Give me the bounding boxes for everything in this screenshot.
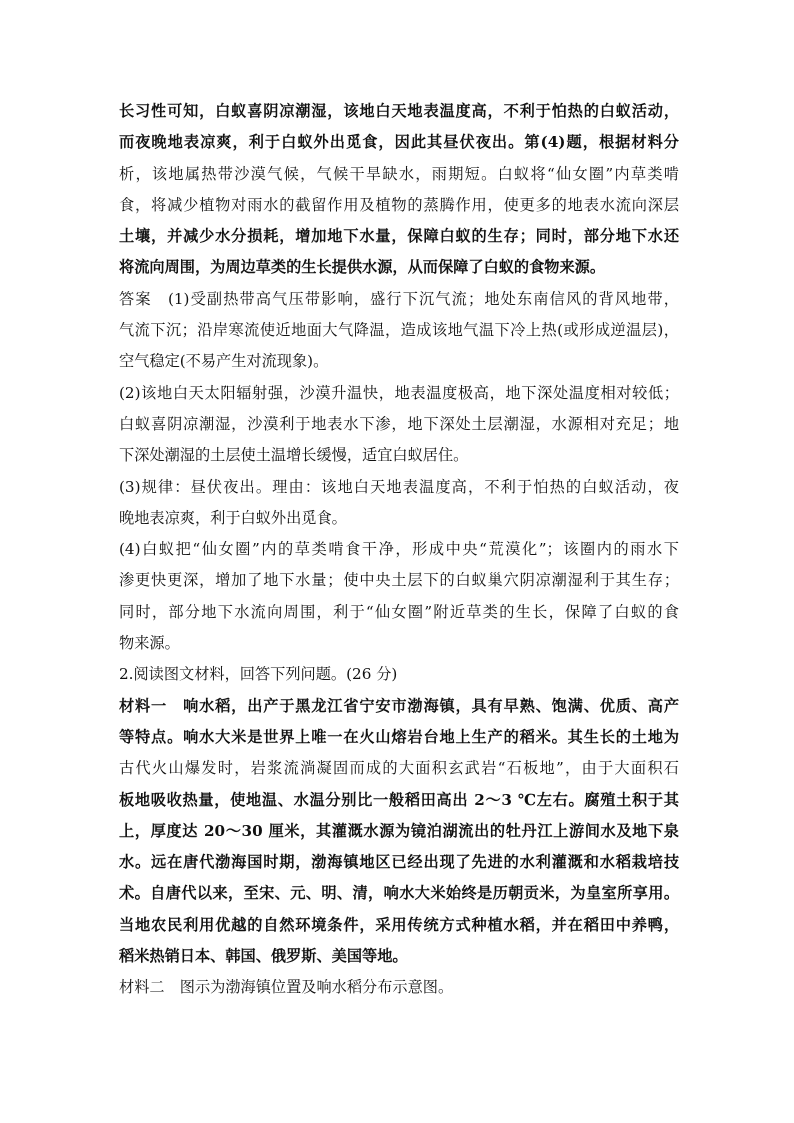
- answer-line: 物来源。: [119, 634, 180, 653]
- material-line: 当地农民利用优越的自然环境条件，采用传统方式种植水稻，并在稻田中养鸭，: [119, 915, 679, 934]
- material-line: 术。自唐代以来，至宋、元、明、清，响水大米始终是历朝贡米，为皇室所享用。: [119, 884, 679, 903]
- material-line: 材料一 响水稻，出产于黑龙江省宁安市渤海镇，具有早熟、饱满、优质、高产: [119, 696, 679, 715]
- explanation-line: 将流向周围，为周边草类的生长提供水源，从而保障了白蚁的食物来源。: [119, 258, 605, 277]
- answer-line: 白蚁喜阴凉潮湿，沙漠利于地表水下渗，地下深处土层潮湿，水源相对充足；地: [119, 414, 679, 433]
- answer-line: 空气稳定(不易产生对流现象)。: [119, 352, 329, 371]
- explanation-line: 析，该地属热带沙漠气候，气候干旱缺水，雨期短。白蚁将“仙女圈”内草类啃: [119, 164, 679, 183]
- explanation-line: 土壤，并减少水分损耗，增加地下水量，保障白蚁的生存；同时，部分地下水还: [119, 227, 679, 246]
- explanation-section: [119, 96, 679, 284]
- answer-line: 同时，部分地下水流向周围，利于“仙女圈”附近草类的生长，保障了白蚁的食: [119, 602, 679, 621]
- explanation-line: 长习性可知，白蚁喜阴凉潮湿，该地白天地表温度高，不利于怕热的白蚁活动，: [119, 102, 679, 120]
- material-line: 古代火山爆发时，岩浆流淌凝固而成的大面积玄武岩“石板地”，由于大面积石: [119, 759, 679, 778]
- answer-line: (3)规律：昼伏夜出。理由：该地白天地表温度高，不利于怕热的白蚁活动，夜: [119, 477, 679, 496]
- answer-line: 下深处潮湿的土层使土温增长缓慢，适宜白蚁居住。: [119, 446, 469, 465]
- question-heading: 2.阅读图文材料，回答下列问题。(26 分): [119, 665, 398, 684]
- document-page: [119, 96, 679, 1004]
- explanation-line: 食，将减少植物对雨水的截留作用及植物的蒸腾作用，使更多的地表水流向深层: [119, 195, 679, 214]
- answer-line: 气流下沉；沿岸寒流使近地面大气降温，造成该地气温下冷上热(或形成逆温层)，: [119, 321, 679, 340]
- material-line: 材料二 图示为渤海镇位置及响水稻分布示意图。: [119, 978, 454, 997]
- material-line: 稻米热销日本、韩国、俄罗斯、美国等地。: [119, 947, 408, 966]
- answer-line: 答案 (1)受副热带高气压带影响，盛行下沉气流；地处东南信风的背风地带，: [119, 289, 679, 308]
- answer-line: (4)白蚁把“仙女圈”内的草类啃食干净，形成中央“荒漠化”；该圈内的雨水下: [119, 540, 679, 559]
- answer-line: (2)该地白天太阳辐射强，沙漠升温快，地表温度极高，地下深处温度相对较低；: [119, 383, 679, 402]
- answer-section: [119, 284, 679, 660]
- material-line: 上，厚度达 20～30 厘米，其灌溉水源为镜泊湖流出的牡丹江上游间水及地下泉: [119, 821, 679, 840]
- answer-line: 晚地表凉爽，利于白蚁外出觅食。: [119, 508, 347, 527]
- explanation-line: 而夜晚地表凉爽，利于白蚁外出觅食，因此其昼伏夜出。第(4)题，根据材料分: [119, 133, 679, 152]
- material-line: 水。远在唐代渤海国时期，渤海镇地区已经出现了先进的水利灌溉和水稻栽培技: [119, 853, 679, 872]
- material-line: 等特点。响水大米是世界上唯一在火山熔岩台地上生产的稻米。其生长的土地为: [119, 727, 679, 746]
- material-line: 板地吸收热量，使地温、水温分别比一般稻田高出 2～3 ℃左右。腐殖土积于其: [119, 790, 679, 809]
- question-section: [119, 659, 679, 1003]
- answer-line: 渗更快更深，增加了地下水量；使中央土层下的白蚁巢穴阴凉潮湿利于其生存；: [119, 571, 679, 590]
